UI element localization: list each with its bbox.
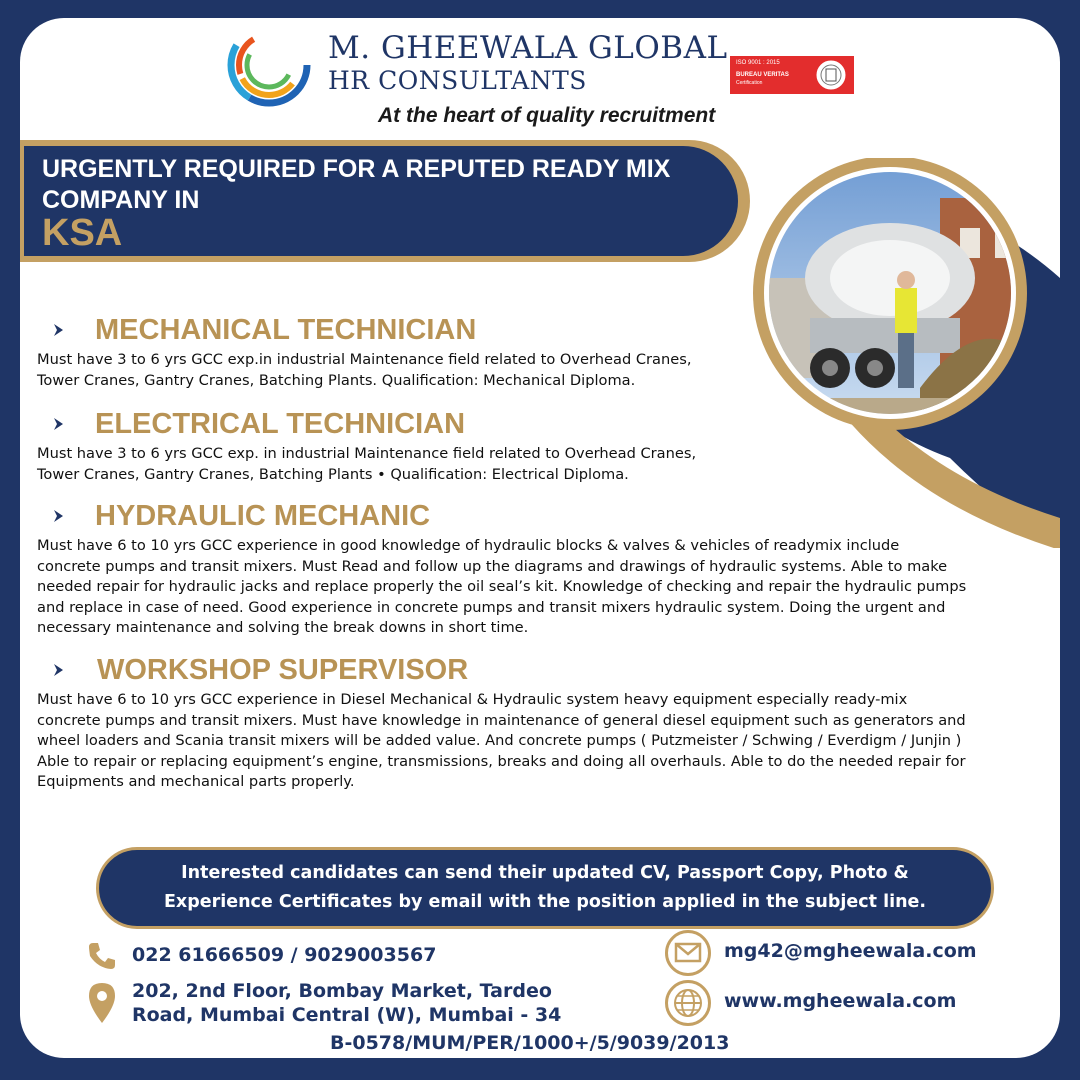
job-title: ELECTRICAL TECHNICIAN — [95, 408, 466, 440]
envelope-icon — [665, 930, 711, 976]
chevron-right-icon — [51, 416, 67, 432]
map-pin-icon — [88, 982, 116, 1024]
chevron-right-icon — [51, 322, 67, 338]
job-description: Must have 6 to 10 yrs GCC experience in Diesel Mechanical & Hydraulic system heavy equipment especially ready-mix concrete pumps and transit mixers. Must have knowledge in maintenance of general diesel equipment such as generators and wheel loaders and Scania transit mixers will be added value. And concrete pumps ( Putzmeister / Schwing / Everdigm / Junjin ) Able to repair or replacing equipment’s engine, transmissions, breaks and doing all overhauls. Able to do the needed repair for Equipments and mechanical parts properly. — [37, 691, 966, 790]
email-link[interactable]: mg42@mgheewala.com — [724, 940, 977, 962]
address-line-2: Road, Mumbai Central (W), Mumbai - 34 — [132, 1004, 562, 1026]
job-description: Must have 3 to 6 yrs GCC exp.in industrial Maintenance field related to Overhead Cranes, Tower Cranes, Gantry Cranes, Batching Plants. Qualification: Mechanical Diploma. — [37, 351, 692, 389]
apply-instructions-text: Interested candidates can send their updated CV, Passport Copy, Photo & Experience Certificates by email with the position applied in the subject line. — [163, 863, 927, 912]
brand-name: M. GHEEWALA GLOBAL — [328, 30, 728, 66]
job-title: MECHANICAL TECHNICIAN — [95, 314, 477, 346]
job-electrical-technician — [37, 408, 967, 485]
license-number: B-0578/MUM/PER/1000+/5/9039/2013 — [330, 1032, 730, 1054]
certification-badge — [730, 56, 854, 94]
job-title: WORKSHOP SUPERVISOR — [97, 654, 469, 686]
job-mechanical-technician — [37, 314, 967, 391]
job-advert-card — [20, 18, 1060, 1058]
phone-numbers[interactable]: 022 61666509 / 9029003567 — [132, 944, 437, 966]
job-title: HYDRAULIC MECHANIC — [95, 500, 431, 532]
cert-body: BUREAU VERITAS — [736, 72, 789, 78]
globe-icon — [665, 980, 711, 1026]
brand-subtitle: HR CONSULTANTS — [328, 66, 587, 95]
job-description: Must have 6 to 10 yrs GCC experience in good knowledge of hydraulic blocks & valves & vehicles of readymix include concrete pumps and transit mixers. Must Read and follow up the diagrams and drawings of hydraulic systems. Able to make needed repair for hydraulic jacks and replace properly the oil seal’s kit. Knowledge of checking and repair the hydraulic pumps and replace in case of need. Good experience in concrete pumps and transit mixers hydraulic system. Doing the urgent and necessary maintenance and solving the break downs in short time. — [37, 537, 967, 636]
address-line-1: 202, 2nd Floor, Bombay Market, Tardeo — [132, 980, 552, 1002]
cert-label: Certification — [736, 80, 763, 86]
job-workshop-supervisor — [37, 654, 967, 793]
banner-title: URGENTLY REQUIRED FOR A REPUTED READY MIX COMPANY IN — [42, 155, 671, 214]
chevron-right-icon — [51, 508, 67, 524]
apply-instructions — [96, 847, 994, 929]
logo-ring-icon — [226, 22, 312, 108]
brand-tagline: At the heart of quality recruitment — [378, 104, 716, 127]
job-description: Must have 3 to 6 yrs GCC exp. in industrial Maintenance field related to Overhead Cranes, Tower Cranes, Gantry Cranes, Batching Plants • Qualification: Electrical Diploma. — [37, 445, 697, 483]
headline-banner — [20, 140, 750, 262]
job-hydraulic-mechanic — [37, 500, 967, 639]
banner-country: KSA — [42, 212, 123, 254]
phone-icon — [86, 940, 118, 972]
cert-standard: ISO 9001 : 2015 — [736, 60, 780, 66]
chevron-right-icon — [51, 662, 67, 678]
cert-seal-icon — [814, 58, 848, 92]
website-link[interactable]: www.mgheewala.com — [724, 990, 957, 1012]
